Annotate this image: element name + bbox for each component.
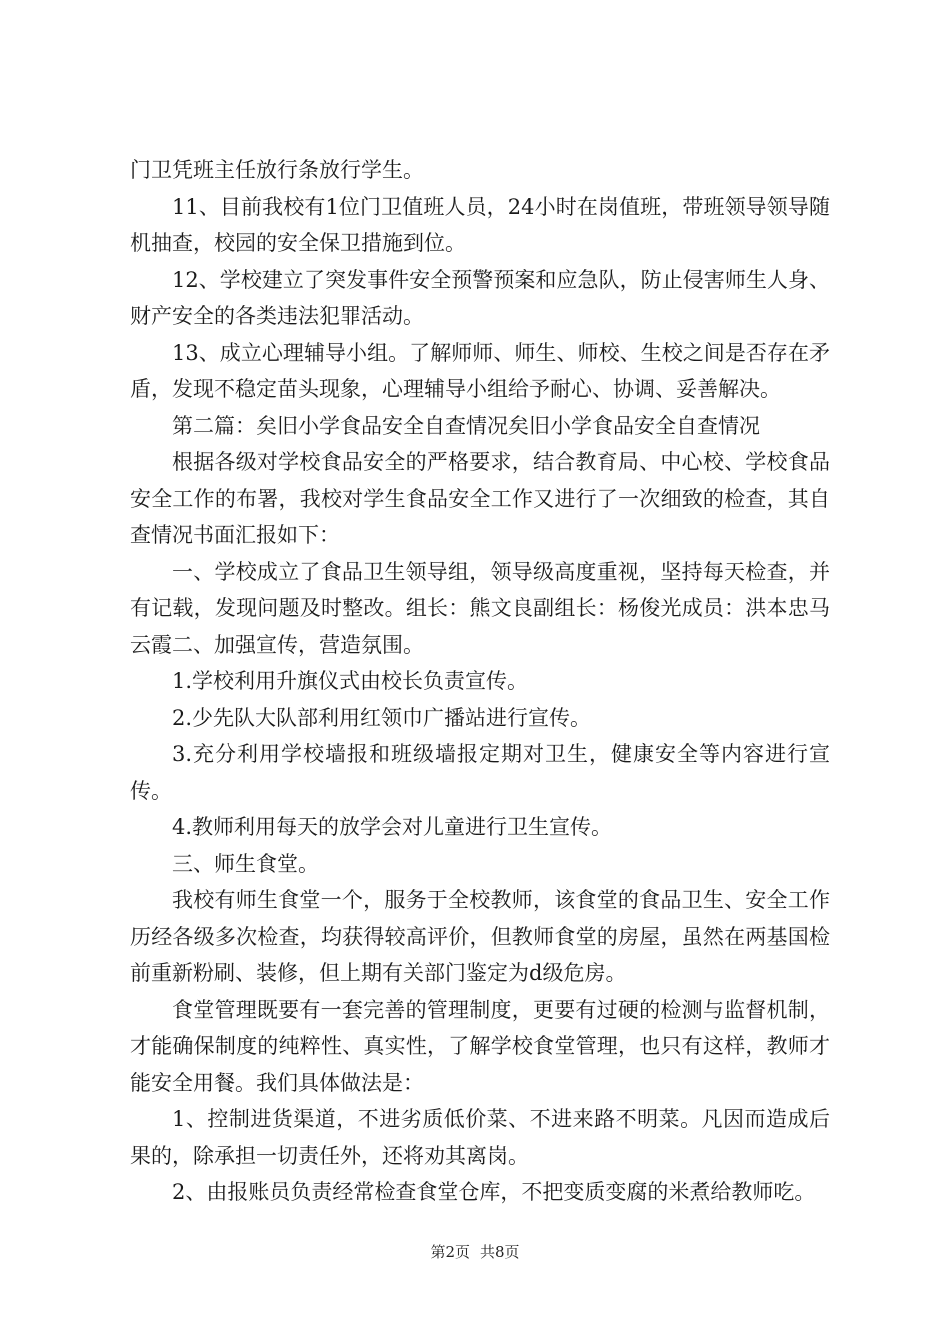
paragraph: 12、学校建立了突发事件安全预警预案和应急队，防止侵害师生人身、财产安全的各类违法犯罪活动。 xyxy=(130,267,830,328)
list-item: 3.充分利用学校墙报和班级墙报定期对卫生，健康安全等内容进行宣传。 xyxy=(130,742,830,803)
list-item: 4.教师利用每天的放学会对儿童进行卫生宣传。 xyxy=(172,815,613,839)
list-item: 1.学校利用升旗仪式由校长负责宣传。 xyxy=(172,669,529,693)
list-item: 2.少先队大队部利用红领巾广播站进行宣传。 xyxy=(172,705,592,730)
paragraph: 13、成立心理辅导小组。了解师师、师生、师校、生校之间是否存在矛盾，发现不稳定苗头现象，心理辅导小组给予耐心、协调、妥善解决。 xyxy=(130,340,830,401)
paragraph: 门卫凭班主任放行条放行学生。 xyxy=(130,158,424,182)
paragraph: 我校有师生食堂一个，服务于全校教师，该食堂的食品卫生、安全工作历经各级多次检查，均获得较高评价，但教师食堂的房屋，虽然在两基国检前重新粉刷、装修，但上期有关部门鉴定为d级危房。 xyxy=(130,888,830,985)
section-heading: 三、师生食堂。 xyxy=(172,851,319,876)
page-footer xyxy=(0,1242,950,1262)
list-item: 1、控制进货渠道，不进劣质低价菜、不进来路不明菜。凡因而造成后果的，除承担一切责任外，还将劝其离岗。 xyxy=(130,1107,830,1168)
list-item: 2、由报账员负责经常检查食堂仓库，不把变质变腐的米煮给教师吃。 xyxy=(172,1180,816,1204)
section-heading: 第二篇：矣旧小学食品安全自查情况矣旧小学食品安全自查情况 xyxy=(172,413,760,438)
paragraph: 食堂管理既要有一套完善的管理制度，更要有过硬的检测与监督机制，才能确保制度的纯粹性、真实性，了解学校食堂管理，也只有这样，教师才能安全用餐。我们具体做法是： xyxy=(130,997,830,1095)
page-total: 共8页 xyxy=(480,1243,520,1261)
document-body xyxy=(130,152,830,1211)
paragraph: 11、目前我校有1位门卫值班人员，24小时在岗值班，带班领导领导随机抽查，校园的安全保卫措施到位。 xyxy=(130,194,830,255)
paragraph: 根据各级对学校食品安全的严格要求，结合教育局、中心校、学校食品安全工作的布署，我校对学生食品安全工作又进行了一次细致的检查，其自查情况书面汇报如下： xyxy=(130,450,830,547)
paragraph: 一、学校成立了食品卫生领导组，领导级高度重视，坚持每天检查，并有记载，发现问题及时整改。组长：熊文良副组长：杨俊光成员：洪本忠马云霞二、加强宣传，营造氛围。 xyxy=(130,559,830,657)
page-number: 第2页 xyxy=(430,1243,470,1261)
